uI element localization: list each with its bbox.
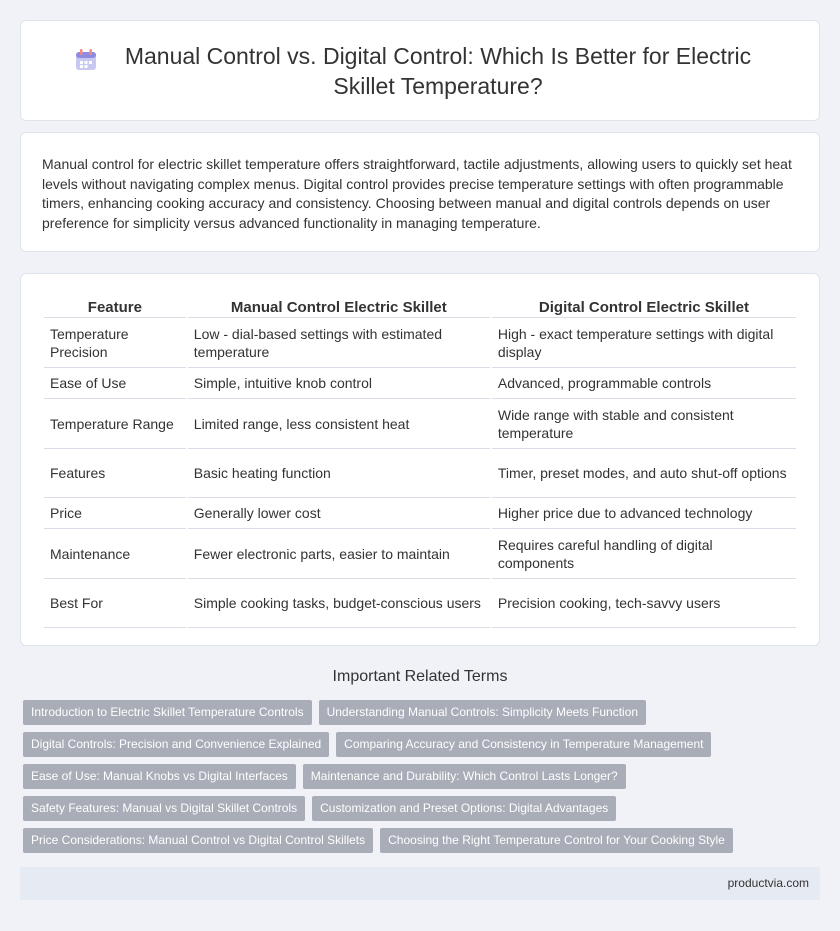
table-row <box>44 449 796 498</box>
table-cell: Ease of Use <box>44 368 186 399</box>
related-terms-title: Important Related Terms <box>332 668 508 685</box>
table-row <box>44 498 796 529</box>
table-cell: Wide range with stable and consistent temperature <box>492 399 796 449</box>
table-cell: Features <box>44 449 186 498</box>
related-tags <box>23 700 823 860</box>
related-tag[interactable]: Understanding Manual Controls: Simplicity Meets Function <box>319 700 646 725</box>
intro-paragraph: Manual control for electric skillet temperature offers straightforward, tactile adjustments, allowing users to quickly set heat levels without navigating complex menus. Digital control provides precise temperature settings with often programmable timers, enhancing cooking accuracy and consistency. Choosing between manual and digital controls depends on user preference for simplicity versus advanced functionality in managing temperature. <box>42 156 792 231</box>
table-cell: Maintenance <box>44 529 186 579</box>
table-cell: Simple cooking tasks, budget-conscious users <box>188 579 490 628</box>
comparison-table <box>42 296 798 628</box>
table-cell: Advanced, programmable controls <box>492 368 796 399</box>
header-manual: Manual Control Electric Skillet <box>188 296 490 318</box>
table-cell: Best For <box>44 579 186 628</box>
table-cell: Simple, intuitive knob control <box>188 368 490 399</box>
comparison-card <box>20 273 820 646</box>
table-row <box>44 318 796 368</box>
table-cell: Basic heating function <box>188 449 490 498</box>
related-tag[interactable]: Ease of Use: Manual Knobs vs Digital Interfaces <box>23 764 296 789</box>
table-cell: Generally lower cost <box>188 498 490 529</box>
table-cell: Low - dial-based settings with estimated temperature <box>188 318 490 368</box>
header-digital: Digital Control Electric Skillet <box>492 296 796 318</box>
table-row <box>44 529 796 579</box>
header-feature: Feature <box>44 296 186 318</box>
related-tag[interactable]: Introduction to Electric Skillet Temperature Controls <box>23 700 312 725</box>
footer-site-link[interactable]: productvia.com <box>727 876 809 890</box>
related-tag[interactable]: Choosing the Right Temperature Control for Your Cooking Style <box>380 828 733 853</box>
title-card <box>20 20 820 121</box>
related-tag[interactable]: Safety Features: Manual vs Digital Skillet Controls <box>23 796 305 821</box>
table-header-row <box>44 296 796 318</box>
table-cell: Higher price due to advanced technology <box>492 498 796 529</box>
table-cell: Limited range, less consistent heat <box>188 399 490 449</box>
related-tag[interactable]: Comparing Accuracy and Consistency in Temperature Management <box>336 732 711 757</box>
table-cell: High - exact temperature settings with digital display <box>492 318 796 368</box>
related-tag[interactable]: Customization and Preset Options: Digital Advantages <box>312 796 616 821</box>
table-row <box>44 579 796 628</box>
page-title: Manual Control vs. Digital Control: Which Is Better for Electric Skillet Temperature? <box>124 42 752 99</box>
table-row <box>44 368 796 399</box>
table-cell: Timer, preset modes, and auto shut-off options <box>492 449 796 498</box>
footer <box>20 867 820 900</box>
table-row <box>44 399 796 449</box>
related-tag[interactable]: Digital Controls: Precision and Convenience Explained <box>23 732 329 757</box>
table-cell: Fewer electronic parts, easier to maintain <box>188 529 490 579</box>
table-cell: Requires careful handling of digital components <box>492 529 796 579</box>
table-cell: Temperature Precision <box>44 318 186 368</box>
intro-card <box>20 132 820 252</box>
table-cell: Precision cooking, tech-savvy users <box>492 579 796 628</box>
table-cell: Temperature Range <box>44 399 186 449</box>
related-tag[interactable]: Price Considerations: Manual Control vs Digital Control Skillets <box>23 828 373 853</box>
table-cell: Price <box>44 498 186 529</box>
related-tag[interactable]: Maintenance and Durability: Which Control Lasts Longer? <box>303 764 626 789</box>
